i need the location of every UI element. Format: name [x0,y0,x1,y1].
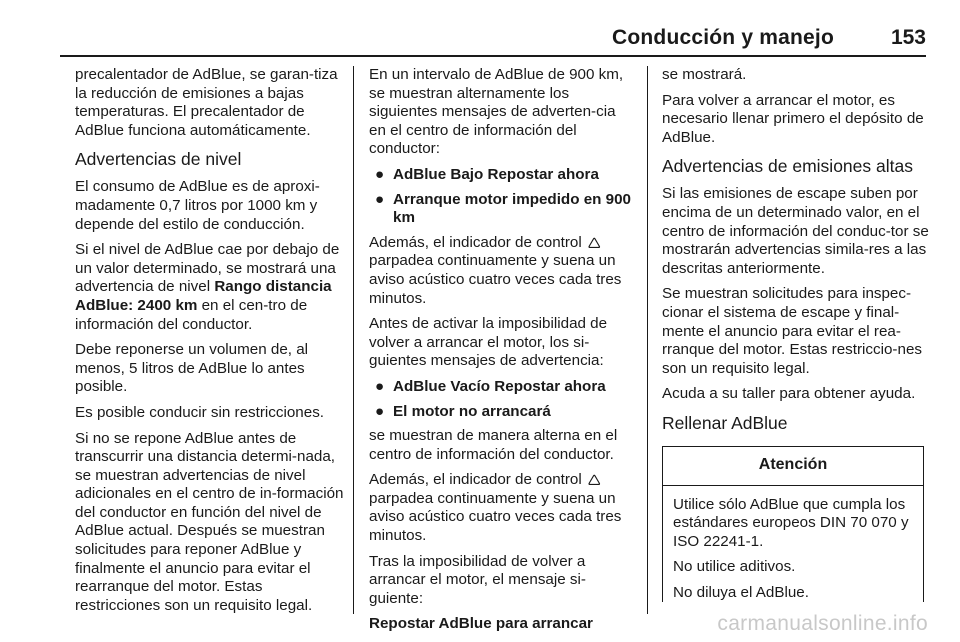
paragraph: precalentador de AdBlue, se garan-tiza la reducción de emisiones a bajas temperaturas. El precalentador de AdBlue funciona automáticamente. [75,66,338,139]
attention-box [662,446,924,603]
paragraph: Para volver a arrancar el motor, es necesario llenar primero el depósito de AdBlue. [662,91,924,146]
message-refill: Repostar AdBlue para arrancar [369,615,593,633]
paragraph: En un intervalo de AdBlue de 900 km, se muestran alternamente los siguientes mensajes de adverten-cia en el centro de información del conductor: [369,66,624,158]
list-item: ● Arranque motor impedido en 900 km [369,191,635,228]
list-item: ● AdBlue Bajo Repostar ahora [369,166,635,185]
column-divider-1 [353,66,354,614]
page-number: 153 [890,26,926,49]
attention-title: Atención [663,447,923,486]
column-2 [369,66,635,641]
paragraph: Si no se repone AdBlue antes de transcurrir una distancia determi-nada, se muestran advertencias de nivel adicionales en el centro de in-formación del conductor en función del nivel de AdBlue actual. Después se muestran solicitudes para reponer AdBlue y finalmente el anuncio para evitar el rearranque del motor. Estas restricciones son un requisito legal. [75,429,344,614]
paragraph: Se muestran solicitudes para inspec-cionar el sistema de escape y final-mente el anuncio para evitar el rea-rranque del motor. Estas restriccio-nes son un requisito legal. [662,285,922,377]
bullet-icon: ● [375,377,385,395]
message-range: Rango distancia AdBlue: 2400 km [75,278,332,314]
list-item: ● AdBlue Vacío Repostar ahora [369,378,635,397]
paragraph: se muestran de manera alterna en el centro de información del conductor. [369,427,618,463]
paragraph: Además, el indicador de control 🛆 parpadea continuamente y suena un aviso acústico cuatro veces cada tres minutos. [369,233,622,307]
attention-body [663,486,923,603]
list-item: ● El motor no arrancará [369,403,635,422]
column-divider-2 [647,66,648,614]
adblue-warning-icon: 🛆 [587,234,601,250]
watermark: carmanualsonline.info [717,612,928,635]
adblue-warning-icon: 🛆 [587,472,601,488]
paragraph: Antes de activar la imposibilidad de volver a arrancar el motor, los si-guientes mensajes de advertencia: [369,315,608,370]
heading-level-warnings: Advertencias de nivel [75,149,242,170]
paragraph: Si el nivel de AdBlue cae por debajo de un valor determinado, se mostrará una advertencia de nivel Rango distancia AdBlue: 2400 km en el cen-tro de información del conductor. [75,241,340,333]
paragraph: Además, el indicador de control 🛆 parpadea continuamente y suena un aviso acústico cuatro veces cada tres minutos. [369,471,622,545]
section-title: Conducción y manejo [612,26,834,49]
header-rule [60,55,926,57]
paragraph: Debe reponerse un volumen de, al menos, 5 litros de AdBlue lo antes posible. [75,341,309,396]
paragraph: Utilice sólo AdBlue que cumpla los estándares europeos DIN 70 070 y ISO 22241-1. [673,495,909,550]
heading-refill-adblue: Rellenar AdBlue [662,412,788,433]
paragraph: Es posible conducir sin restricciones. [75,403,325,421]
paragraph: Acuda a su taller para obtener ayuda. [662,385,916,403]
column-3 [662,66,932,609]
page-header [60,26,926,58]
column-1 [75,66,350,622]
paragraph: se mostrará. [662,66,747,83]
bullet-icon: ● [375,165,385,183]
heading-emission-warnings: Advertencias de emisiones altas [662,156,913,177]
paragraph: No utilice aditivos. [673,558,796,576]
paragraph: Si las emisiones de escape suben por encima de un determinado valor, en el centro de información del conduc-tor se mostrarán advertencias simila-res a las descritas anteriormente. [662,185,929,277]
paragraph: El consumo de AdBlue es de aproxi-madamente 0,7 litros por 1000 km y depende del estilo de conducción. [75,178,320,233]
paragraph: No diluya el AdBlue. [673,583,809,601]
bullet-icon: ● [375,402,385,420]
bullet-icon: ● [375,190,385,208]
paragraph: Tras la imposibilidad de volver a arrancar el motor, el mensaje si-guiente: [369,552,586,607]
